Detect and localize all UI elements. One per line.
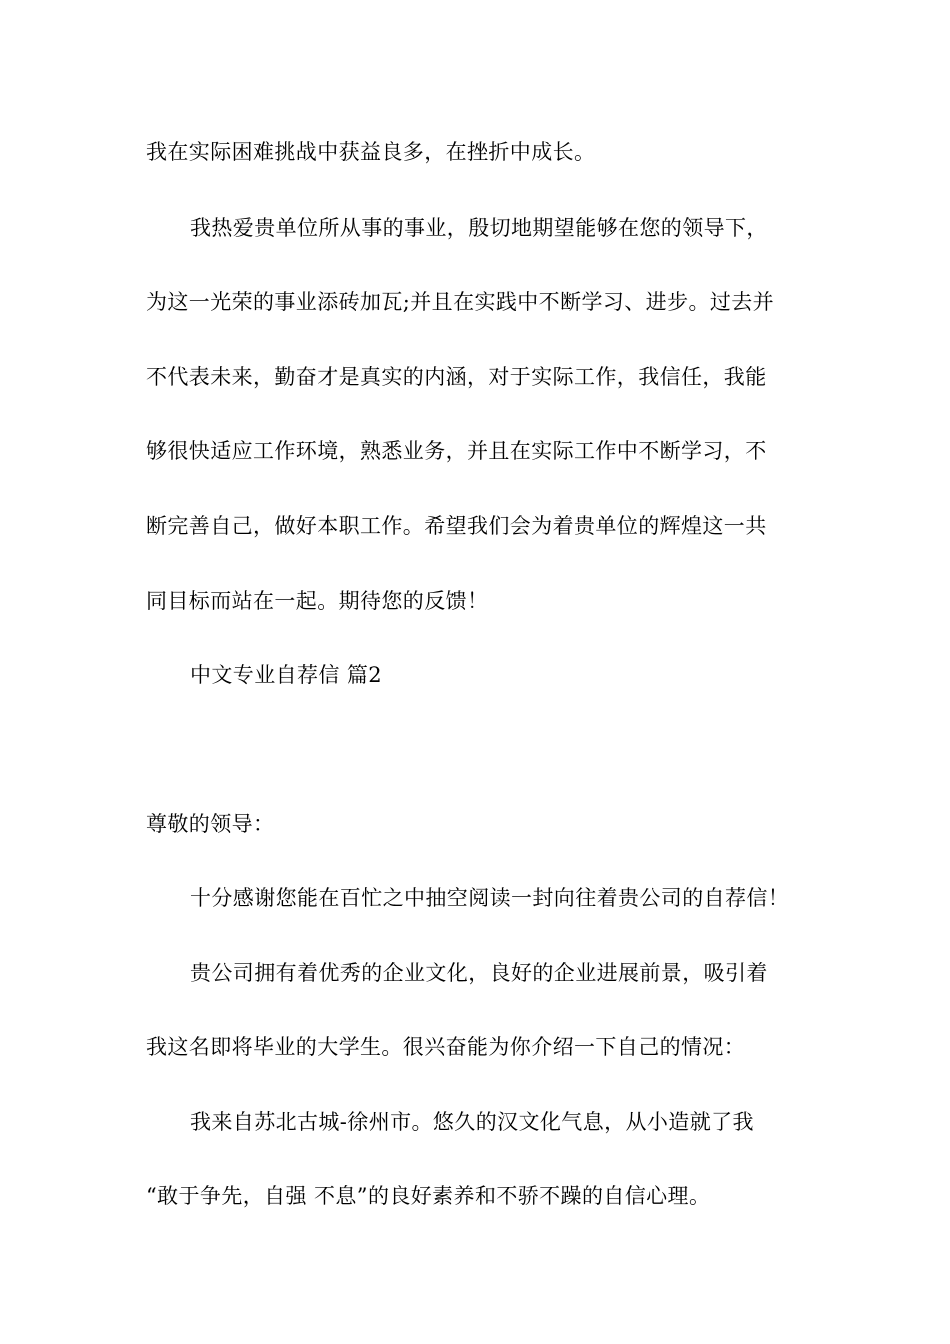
paragraph-first-line: 我来自苏北古城-徐州市。悠久的汉文化气息，从小造就了我	[190, 1110, 754, 1134]
text-line: 我这名即将毕业的大学生。很兴奋能为你介绍一下自己的情况：	[146, 1035, 746, 1059]
section-heading: 中文专业自荐信 篇2	[190, 663, 383, 687]
paragraph-first-line: 十分感谢您能在百忙之中抽空阅读一封向往着贵公司的自荐信！	[190, 886, 790, 910]
text-line: 够很快适应工作环境，熟悉业务，并且在实际工作中不断学习，不	[146, 439, 767, 463]
text-line: 我在实际困难挑战中获益良多，在挫折中成长。	[146, 140, 596, 164]
text-line: 为这一光荣的事业添砖加瓦;并且在实践中不断学习、进步。过去并	[146, 290, 775, 314]
salutation: 尊敬的领导：	[146, 812, 275, 836]
paragraph-first-line: 贵公司拥有着优秀的企业文化，良好的企业进展前景，吸引着	[190, 961, 768, 985]
text-line: “敢于争先，自强 不息”的良好素养和不骄不躁的自信心理。	[146, 1184, 711, 1208]
paragraph-first-line: 我热爱贵单位所从事的事业，殷切地期望能够在您的领导下，	[190, 216, 768, 240]
text-line: 断完善自己，做好本职工作。希望我们会为着贵单位的辉煌这一共	[146, 514, 767, 538]
text-line: 同目标而站在一起。期待您的反馈！	[146, 589, 489, 613]
text-line: 不代表未来，勤奋才是真实的内涵，对于实际工作，我信任，我能	[146, 365, 767, 389]
